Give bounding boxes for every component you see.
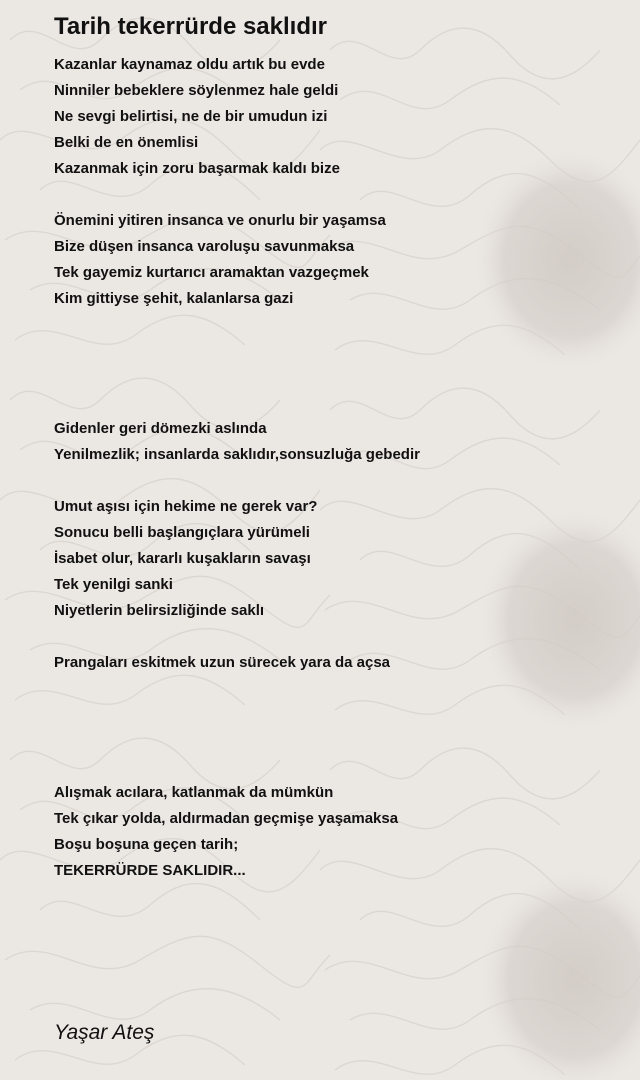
stanza-spacer	[54, 182, 624, 208]
poem-line: Önemini yitiren insanca ve onurlu bir yaşamsa	[54, 212, 386, 229]
poem-line: Sonucu belli başlangıçlara yürümeli	[54, 524, 310, 541]
poem-line: Niyetlerin belirsizliğinde saklı	[54, 602, 265, 619]
poem-line: Umut aşısı için hekime ne gerek var?	[54, 498, 318, 515]
poem-line: Tek çıkar yolda, aldırmadan geçmişe yaşamaksa	[54, 810, 399, 827]
poem-title: Tarih tekerrürde saklıdır	[54, 13, 327, 40]
poem-body	[54, 52, 624, 884]
stanza-spacer	[54, 468, 624, 494]
stanza	[54, 780, 624, 884]
poem-line: Boşu boşuna geçen tarih;	[54, 836, 239, 853]
poem-author: Yaşar Ateş	[54, 1021, 155, 1044]
stanza	[54, 416, 624, 468]
poem-line: Bize düşen insanca varoluşu savunmaksa	[54, 238, 355, 255]
stanza-spacer	[54, 312, 624, 416]
stanza	[54, 208, 624, 312]
stanza	[54, 52, 624, 182]
poem-line: Ninniler bebeklere söylenmez hale geldi	[54, 82, 339, 99]
poem-line: Yenilmezlik; insanlarda saklıdır,sonsuzluğa gebedir	[54, 446, 420, 463]
poem-line: Alışmak acılara, katlanmak da mümkün	[54, 784, 334, 801]
poem-line: Ne sevgi belirtisi, ne de bir umudun izi	[54, 108, 328, 125]
poem-line: Tek yenilgi sanki	[54, 576, 173, 593]
stanza-spacer	[54, 624, 624, 650]
poem-line: Kazanlar kaynamaz oldu artık bu evde	[54, 56, 325, 73]
poem-line: TEKERRÜRDE SAKLIDIR...	[54, 862, 246, 879]
stanza-spacer	[54, 676, 624, 780]
poem-line: Kim gittiyse şehit, kalanlarsa gazi	[54, 290, 294, 307]
stanza	[54, 494, 624, 624]
poem-line: Prangaları eskitmek uzun sürecek yara da açsa	[54, 654, 391, 671]
poem-line: Belki de en önemlisi	[54, 134, 199, 151]
stanza	[54, 650, 624, 676]
poem-line: Kazanmak için zoru başarmak kaldı bize	[54, 160, 340, 177]
poem-line: Gidenler geri dömezki aslında	[54, 420, 267, 437]
poem-line: İsabet olur, kararlı kuşakların savaşı	[54, 550, 311, 567]
poem-line: Tek gayemiz kurtarıcı aramaktan vazgeçmek	[54, 264, 369, 281]
